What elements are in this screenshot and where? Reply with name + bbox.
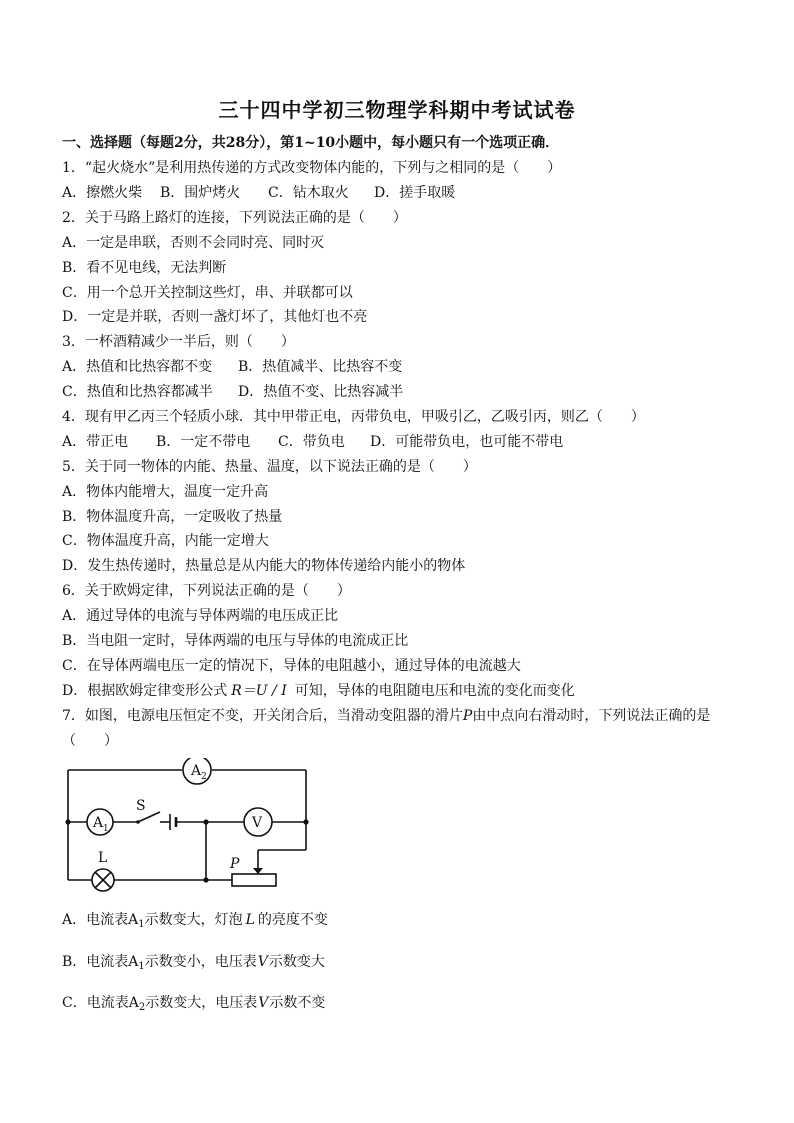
junction-bottom [203, 877, 208, 882]
slider-arrow [253, 868, 263, 874]
q7-c-mid: 示数变大，电压表 [145, 995, 258, 1011]
q7-c-post: 示数不变 [269, 995, 326, 1011]
question-1-choices [62, 184, 752, 202]
a1-label-sub: 1 [103, 824, 109, 834]
q3-option-c: C．热值和比热容都减半 [62, 384, 213, 400]
q6-option-d-post: 可知，导体的电阻随电压和电流的变化而变化 [294, 683, 575, 699]
q6-option-d [62, 682, 752, 700]
q2-option-c: C．用一个总开关控制这些灯，串、并联都可以 [62, 285, 353, 301]
q7-stem-pre: 7．如图，电源电压恒定不变，开关闭合后，当滑动变阻器的滑片 [62, 708, 463, 724]
q7-a-pre: A．电流表A [62, 912, 139, 928]
q6-option-c: C．在导体两端电压一定的情况下，导体的电阻越小，通过导体的电流越大 [62, 658, 521, 674]
q1-option-d: D．搓手取暖 [374, 185, 456, 201]
question-4-stem: 4．现有甲乙丙三个轻质小球．其中甲带正电，丙带负电，甲吸引乙，乙吸引丙，则乙（ ） [62, 409, 645, 425]
q7-b-sub: 1 [138, 961, 145, 972]
q7-c-var: V [258, 995, 269, 1011]
q7-a-sub: 1 [138, 919, 145, 930]
question-7-stem [62, 707, 752, 725]
q2-option-a: A．一定是串联，否则不会同时亮、同时灭 [62, 235, 325, 251]
question-3-choices-ab [62, 358, 752, 376]
page-title: 三十四中学初三物理学科期中考试试卷 [218, 98, 576, 122]
q7-stem-post: 由中点向右滑动时，下列说法正确的是 [472, 708, 711, 724]
section-heading: 一、选择题（每题2分，共28分），第1~10小题中，每小题只有一个选项正确． [62, 135, 560, 151]
q7-paren: （ ） [62, 733, 118, 749]
q7-b-post: 示数变大 [268, 954, 325, 970]
q1-option-b: B．围炉烤火 [160, 185, 241, 201]
switch-label: S [136, 798, 146, 814]
rheostat [232, 874, 276, 886]
q6-option-d-pre: D．根据欧姆定律变形公式 [62, 683, 228, 699]
q6-option-b: B．当电阻一定时，导体两端的电压与导体的电流成正比 [62, 633, 409, 649]
q1-option-a: A．擦燃火柴 [62, 185, 143, 201]
q7-option-a [62, 911, 752, 934]
q7-a-post: 的亮度不变 [257, 912, 328, 928]
q6-option-a: A．通过导体的电流与导体两端的电压成正比 [62, 608, 339, 624]
question-1-stem: 1．“起火烧水”是利用热传递的方式改变物体内能的，下列与之相同的是（ ） [62, 160, 562, 176]
q5-option-c: C．物体温度升高，内能一定增大 [62, 533, 269, 549]
a2-label-sub: 2 [201, 772, 207, 782]
q7-b-var: V [257, 954, 268, 970]
q2-option-b: B．看不见电线，无法判断 [62, 260, 227, 276]
q7-a-mid: 示数变大，灯泡 [144, 912, 243, 928]
q6-formula: R＝U / I [231, 683, 287, 699]
junction-right [303, 819, 308, 824]
circuit-diagram [60, 758, 320, 900]
q7-c-sub: 2 [138, 1002, 146, 1013]
junction-left [65, 819, 70, 824]
v-label: V [252, 815, 263, 831]
question-4-choices [62, 433, 752, 451]
slider-label: P [230, 856, 240, 872]
junction-mid [203, 819, 208, 824]
q2-option-d: D．一定是并联，否则一盏灯坏了，其他灯也不亮 [62, 309, 368, 325]
q1-option-c: C．钻木取火 [268, 185, 349, 201]
question-6-stem: 6．关于欧姆定律，下列说法正确的是（ ） [62, 583, 351, 599]
q7-b-mid: 示数变小，电压表 [144, 954, 257, 970]
q4-option-c: C．带负电 [278, 434, 345, 450]
q4-option-d: D．可能带负电，也可能不带电 [370, 434, 564, 450]
switch-pivot [136, 820, 140, 824]
q4-option-b: B．一定不带电 [156, 434, 251, 450]
q7-c-pre: C．电流表A [62, 995, 139, 1011]
question-2-stem: 2．关于马路上路灯的连接，下列说法正确的是（ ） [62, 210, 407, 226]
q7-option-b [62, 953, 752, 976]
q3-option-d: D．热值不变、比热容减半 [238, 384, 404, 400]
question-5-stem: 5．关于同一物体的内能、热量、温度，以下说法正确的是（ ） [62, 459, 477, 475]
q5-option-a: A．物体内能增大，温度一定升高 [62, 484, 269, 500]
q7-stem-var: P [462, 708, 473, 724]
q7-option-c [62, 994, 752, 1017]
q7-a-var: L [245, 912, 255, 928]
q5-option-b: B．物体温度升高，一定吸收了热量 [62, 509, 283, 525]
q4-option-a: A．带正电 [62, 434, 129, 450]
question-3-stem: 3．一杯酒精减少一半后，则（ ） [62, 334, 295, 350]
a1-label: A [93, 815, 104, 831]
q3-option-a: A．热值和比热容都不变 [62, 359, 213, 375]
question-3-choices-cd [62, 383, 752, 401]
lamp-label: L [98, 850, 108, 866]
a2-label: A [191, 763, 202, 779]
q7-b-pre: B．电流表A [62, 954, 139, 970]
q5-option-d: D．发生热传递时，热量总是从内能大的物体传递给内能小的物体 [62, 558, 466, 574]
q3-option-b: B．热值减半、比热容不变 [238, 359, 403, 375]
